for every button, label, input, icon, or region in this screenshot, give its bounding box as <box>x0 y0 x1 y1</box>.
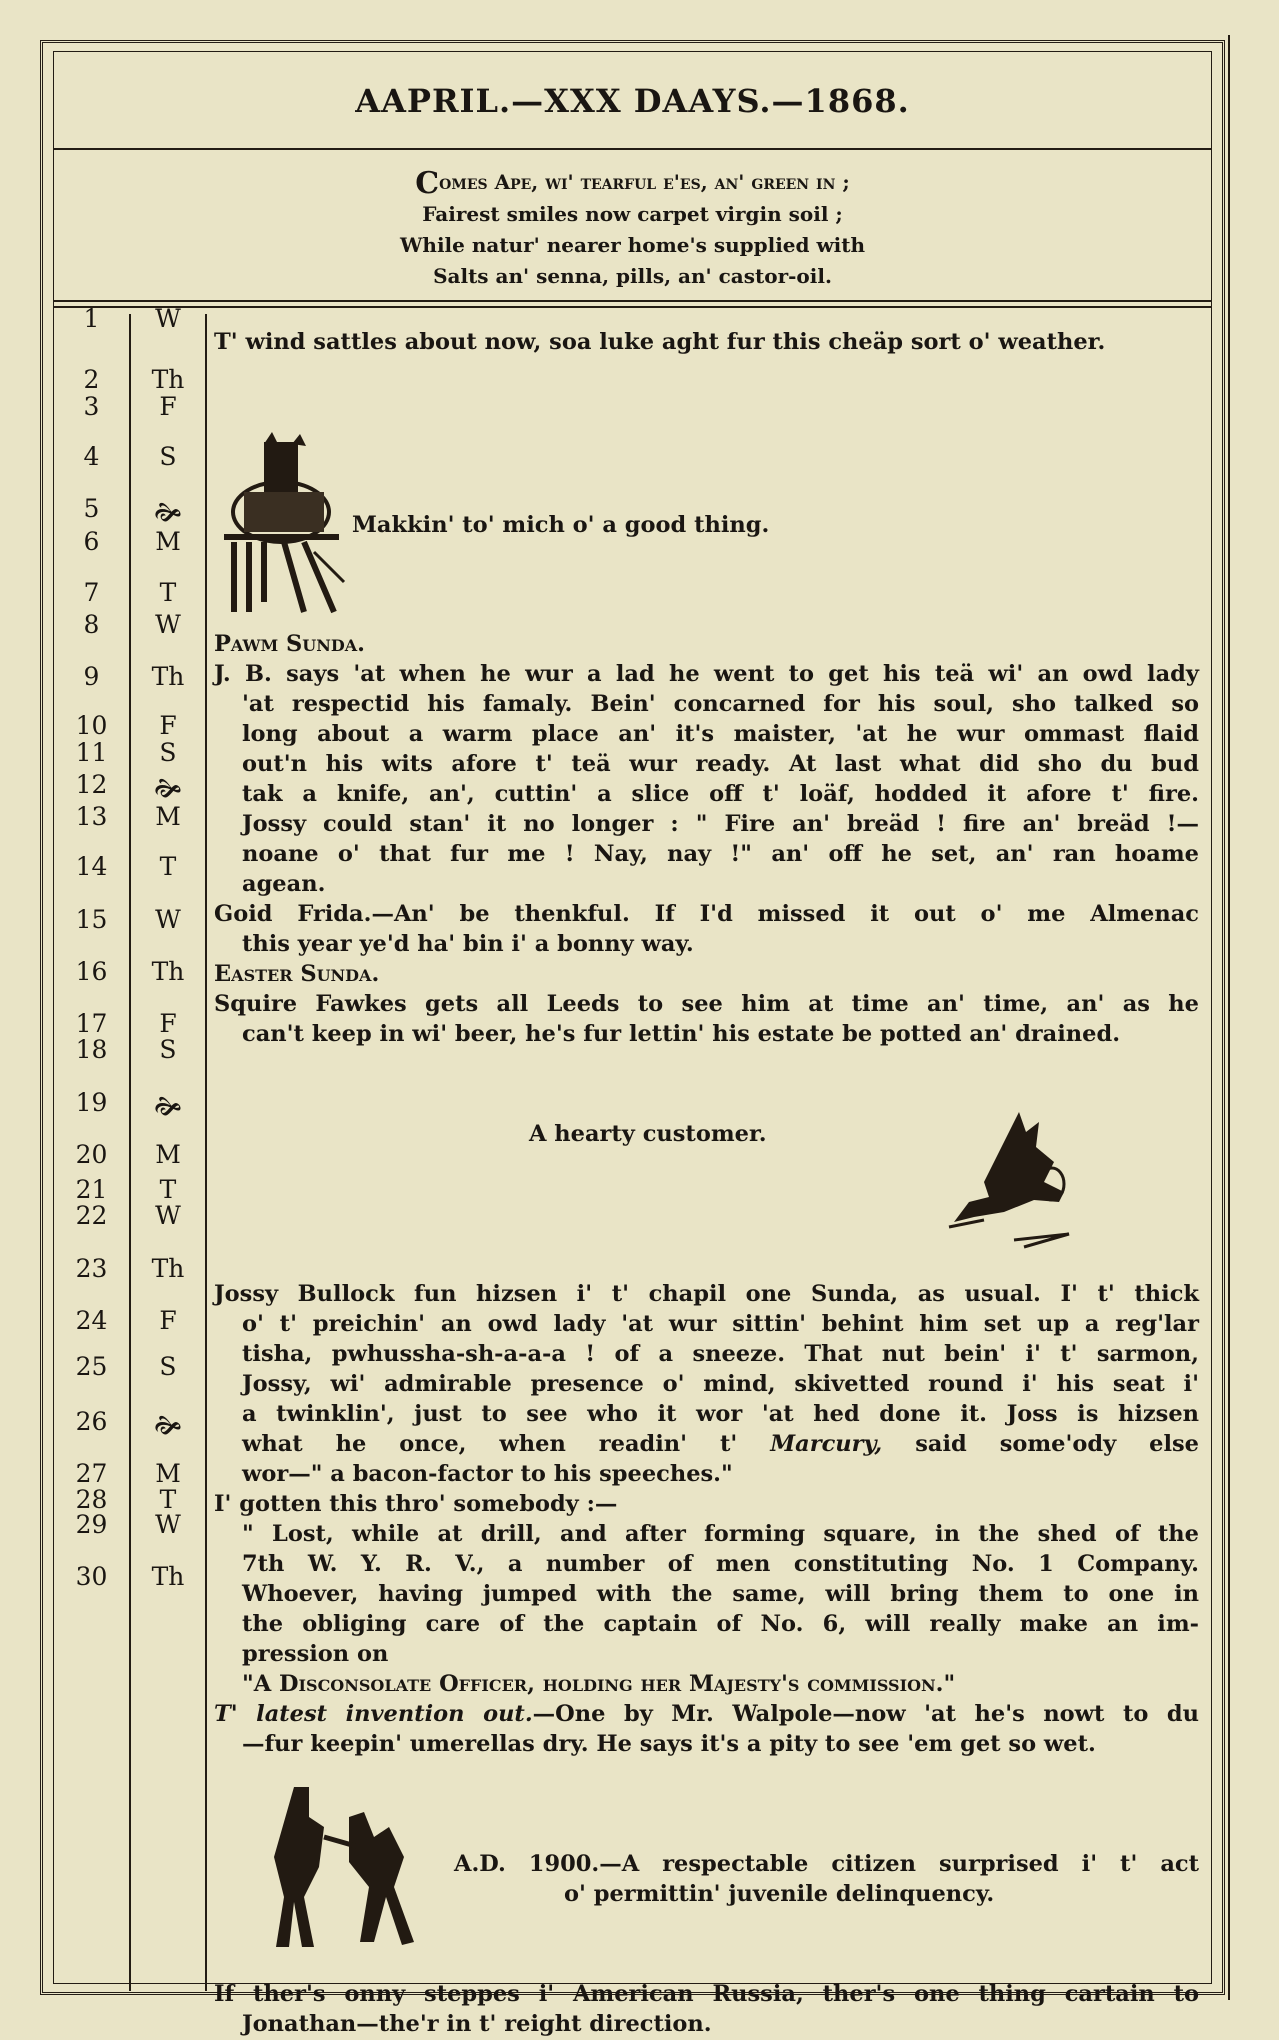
day-number: 11 <box>75 738 108 767</box>
weekday: W <box>155 905 181 934</box>
entry-weather: T' wind sattles about now, soa luke aght fur this cheäp sort o' weather. <box>214 329 1106 355</box>
entry-hearty-customer: A hearty customer. <box>529 1121 767 1147</box>
weekday: F <box>159 1009 177 1038</box>
day-number: 20 <box>75 1140 108 1169</box>
weekday: Th <box>151 957 185 986</box>
verse-divider-1 <box>54 300 1211 302</box>
weekday: F <box>159 1306 177 1335</box>
day-number: 19 <box>75 1088 108 1117</box>
weekday: S <box>159 738 177 767</box>
weekday: S <box>159 442 177 471</box>
weekday: Th <box>151 662 185 691</box>
cook-figure-illustration <box>214 432 349 622</box>
weekday: Th <box>151 1562 185 1591</box>
day-number: 9 <box>83 662 100 691</box>
verse <box>54 167 1211 292</box>
day-number: 16 <box>75 957 108 986</box>
day-number: 23 <box>75 1254 108 1283</box>
day-number: 4 <box>83 442 100 471</box>
weekday: F <box>159 711 177 740</box>
weekday: Th <box>151 1254 185 1283</box>
entry-easter-sunday: Easter Sunda. <box>214 961 380 987</box>
day-number: 3 <box>83 392 100 421</box>
entry-palm-sunday: Pawm Sunda. <box>214 631 365 657</box>
day-number: 13 <box>75 802 108 831</box>
entry-gotten-this: I' gotten this thro' somebody :— <box>214 1491 618 1517</box>
weekday: F <box>159 392 177 421</box>
entry-good-friday: Goid Frida.—An' be thenkful. If I'd missed it out o' me Almenac this year ye'd ha' bin i' a bonny way. <box>214 901 1199 957</box>
day-number: 30 <box>75 1562 108 1591</box>
day-number: 27 <box>75 1459 108 1488</box>
page-title: AAPRIL.—XXX DAAYS.—1868. <box>355 82 910 120</box>
day-number: 18 <box>75 1035 108 1064</box>
day-number: 15 <box>75 905 108 934</box>
outer-right-rule <box>1228 35 1230 2000</box>
weekday: W <box>155 304 181 333</box>
day-number: 8 <box>83 610 100 639</box>
entries-column <box>214 312 1199 2037</box>
weekday: M <box>155 1459 181 1488</box>
weekday: S <box>159 1352 177 1381</box>
entry-jb-story: J. B. says 'at when he wur a lad he went to get his teä wi' an owd lady 'at respectid his famaly. Bein' concarned for his soul, sho talked so long about a warm place an' it's maister, 'at he wur ommast flaid out'n his wits afore t' teä wur ready. At last what did sho du bud tak a knife, an', cuttin' a slice off t' loäf, hodded it afore t' fire. Jossy could stan' it no longer : " Fire an' breäd ! fire an' breäd !— noane o' that fur me ! Nay, nay !" an' off he set, an' ran hoame agean. <box>214 661 1199 897</box>
day-number: 1 <box>83 304 100 333</box>
weekday: W <box>155 610 181 639</box>
day-number: 22 <box>75 1201 108 1230</box>
weekday: M <box>155 802 181 831</box>
entry-squire-fawkes: Squire Fawkes gets all Leeds to see him at time an' time, an' as he can't keep in wi' beer, he's fur lettin' his estate be potted an' drained. <box>214 991 1199 1047</box>
day-number: 7 <box>83 578 100 607</box>
entry-lost-notice: " Lost, while at drill, and after forming square, in the shed of the 7th W. Y. R. V., a number of men constituting No. 1 Company. Whoever, having jumped with the same, will bring them to one in the obliging care of the captain of No. 6, will really make an im- pression on "A Disconsolate Officer, holding her Majesty's commission." <box>242 1521 1199 1697</box>
weekday: W <box>155 1510 181 1539</box>
weekday: W <box>155 1201 181 1230</box>
weekday: T <box>159 852 177 881</box>
weekday: 🙞 <box>154 1411 182 1440</box>
day-number: 2 <box>83 365 100 394</box>
weekday: T <box>159 1485 177 1514</box>
day-number: 24 <box>75 1306 108 1335</box>
day-number: 17 <box>75 1009 108 1038</box>
verse-line-4: Salts an' senna, pills, an' castor-oil. <box>433 264 832 288</box>
day-number: 25 <box>75 1352 108 1381</box>
verse-line-3: While natur' nearer home's supplied with <box>399 233 866 257</box>
day-number: 28 <box>75 1485 108 1514</box>
weekday: 🙞 <box>154 1092 182 1121</box>
weekday: 🙞 <box>154 774 182 803</box>
weekday: 🙞 <box>154 498 182 527</box>
day-number: 10 <box>75 711 108 740</box>
figures-illustration <box>264 1777 434 1957</box>
verse-line-1: Comes Ape, wi' tearful e'es, an' green in ; <box>415 166 850 201</box>
entry-latest-invention: T' latest invention out.—One by Mr. Walpole—now 'at he's nowt to du —fur keepin' umerellas dry. He says it's a pity to see 'em get so wet. <box>214 1701 1199 1757</box>
drinker-figure-illustration <box>944 1102 1084 1252</box>
weekday: Th <box>151 365 185 394</box>
entry-jossy-sneeze: Jossy Bullock fun hizsen i' t' chapil one Sunda, as usual. I' t' thick o' t' preichin' an owd lady 'at wur sittin' behint him set up a reg'lar tisha, pwhussha-sh-a-a-a ! of a sneeze. That nut bein' i' t' sarmon, Jossy, wi' admirable presence o' mind, skivetted round i' his seat i' a twinklin', just to see who it wor 'at hed done it. Joss is hizsen what he once, when readin' t' Marcury, said some'ody else wor—" a bacon-factor to his speeches." <box>214 1281 1199 1487</box>
weekday: T <box>159 1175 177 1204</box>
day-number: 21 <box>75 1175 108 1204</box>
entry-steppes: If ther's onny steppes i' American Russia, ther's one thing cartain to Jonathan—the'r in t' reight direction. <box>214 1981 1199 2037</box>
title-divider <box>54 148 1211 150</box>
column-rule-2 <box>205 314 207 1991</box>
weekday: M <box>155 527 181 556</box>
entry-makkin: Makkin' to' mich o' a good thing. <box>352 512 770 538</box>
day-number: 26 <box>75 1407 108 1436</box>
day-number: 29 <box>75 1510 108 1539</box>
entry-ad-1900: A.D. 1900.—A respectable citizen surprised i' t' act o' permittin' juvenile delinquency. <box>454 1851 1199 1907</box>
drop-cap: C <box>415 166 440 201</box>
weekday: S <box>159 1035 177 1064</box>
weekday: M <box>155 1140 181 1169</box>
verse-divider-2 <box>54 306 1211 308</box>
page-frame <box>53 51 1212 2037</box>
day-number: 14 <box>75 852 108 881</box>
almanac-page <box>40 40 1225 2037</box>
day-number: 5 <box>83 494 100 523</box>
verse-line-2: Fairest smiles now carpet virgin soil ; <box>422 202 843 226</box>
weekday: T <box>159 578 177 607</box>
day-number: 6 <box>83 527 100 556</box>
day-number: 12 <box>75 770 108 799</box>
